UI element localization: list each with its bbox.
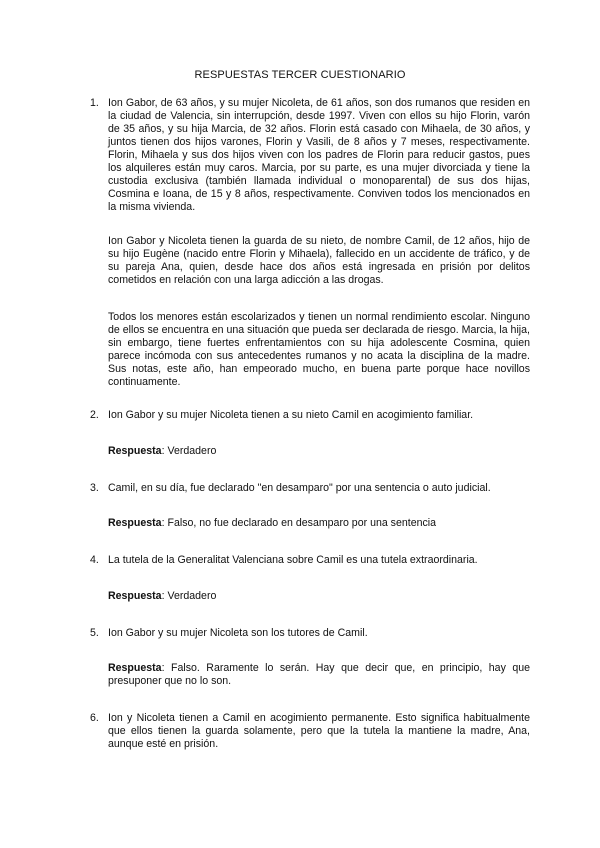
question-text: La tutela de la Generalitat Valenciana sobre Camil es una tutela extraordinaria. [108, 554, 478, 566]
question-number: 5. [90, 627, 99, 639]
question-text: Ion y Nicoleta tienen a Camil en acogimiento permanente. Esto significa habitualmente que ellos tienen la guarda solamente, pero que la tutela la mantiene la madre, Ana, aunque esté en prisión. [108, 712, 530, 750]
question-text: Ion Gabor y su mujer Nicoleta son los tutores de Camil. [108, 627, 368, 639]
answer-3 [108, 517, 530, 530]
question-6 [90, 712, 530, 751]
answer-text: : Verdadero [161, 445, 217, 457]
question-number: 6. [90, 712, 99, 724]
answer-label: Respuesta [108, 445, 162, 457]
answer-text: : Verdadero [161, 590, 217, 602]
intro-paragraph-1: Ion Gabor, de 63 años, y su mujer Nicoleta, de 61 años, son dos rumanos que residen en la ciudad de Valencia, sin interrupción, desde 1997. Viven con ellos su hijo Florin, varón de 35 años, y su hija Marcia, de 32 años. Florin está casado con Mihaela, de 30 años, y juntos tienen dos hijos varones, Florin y Vasili, de 8 años y 7 meses, respectivamente. Florin, Mihaela y sus dos hijos viven con los padres de Florin para reducir gastos, pues los alquileres están muy caros. Marcia, por su parte, es una mujer divorciada y tiene la custodia exclusiva (también llamada individual o monoparental) de sus dos hijas, Cosmina e Ioana, de 15 y 8 años, respectivamente. Conviven todos los mencionados en la misma vivienda. [108, 97, 530, 213]
answer-2 [108, 445, 530, 458]
question-text: Camil, en su día, fue declarado "en desamparo" por una sentencia o auto judicial. [108, 482, 491, 494]
answer-text: : Falso, no fue declarado en desamparo por una sentencia [161, 517, 437, 529]
answer-5 [108, 662, 530, 688]
question-4 [90, 554, 530, 567]
question-2 [90, 409, 530, 422]
answer-4 [108, 590, 530, 603]
intro-paragraph-2: Ion Gabor y Nicoleta tienen la guarda de su nieto, de nombre Camil, de 12 años, hijo de su hijo Eugène (nacido entre Florin y Mihaela), fallecido en un accidente de tráfico, y de su pareja Ana, quien, desde hace dos años está ingresada en prisión por delitos cometidos en relación con una larga adicción a las drogas. [108, 235, 530, 286]
question-3 [90, 482, 530, 495]
answer-label: Respuesta [108, 590, 162, 602]
intro-paragraph-3: Todos los menores están escolarizados y tienen un normal rendimiento escolar. Ninguno de ellos se encuentra en una situación que pueda ser declarada de riesgo. Marcia, la hija, sin embargo, tiene fuertes enfrentamientos con su hija adolescente Cosmina, quien parece incómoda con sus antecedentes rumanos y no acata la disciplina de la madre. Sus notas, este año, han empeorado mucho, en buena parte porque hace novillos continuamente. [108, 311, 530, 388]
question-1 [90, 97, 530, 214]
answer-label: Respuesta [108, 517, 162, 529]
answer-label: Respuesta [108, 662, 162, 674]
question-number: 2. [90, 409, 99, 421]
document-title: RESPUESTAS TERCER CUESTIONARIO [194, 69, 406, 81]
question-text: Ion Gabor y su mujer Nicoleta tienen a su nieto Camil en acogimiento familiar. [108, 409, 474, 421]
answer-text: : Falso. Raramente lo serán. Hay que decir que, en principio, hay que presuponer que no lo son. [108, 662, 530, 687]
question-number: 3. [90, 482, 99, 494]
question-number: 1. [90, 97, 99, 109]
question-5 [90, 627, 530, 640]
question-number: 4. [90, 554, 99, 566]
